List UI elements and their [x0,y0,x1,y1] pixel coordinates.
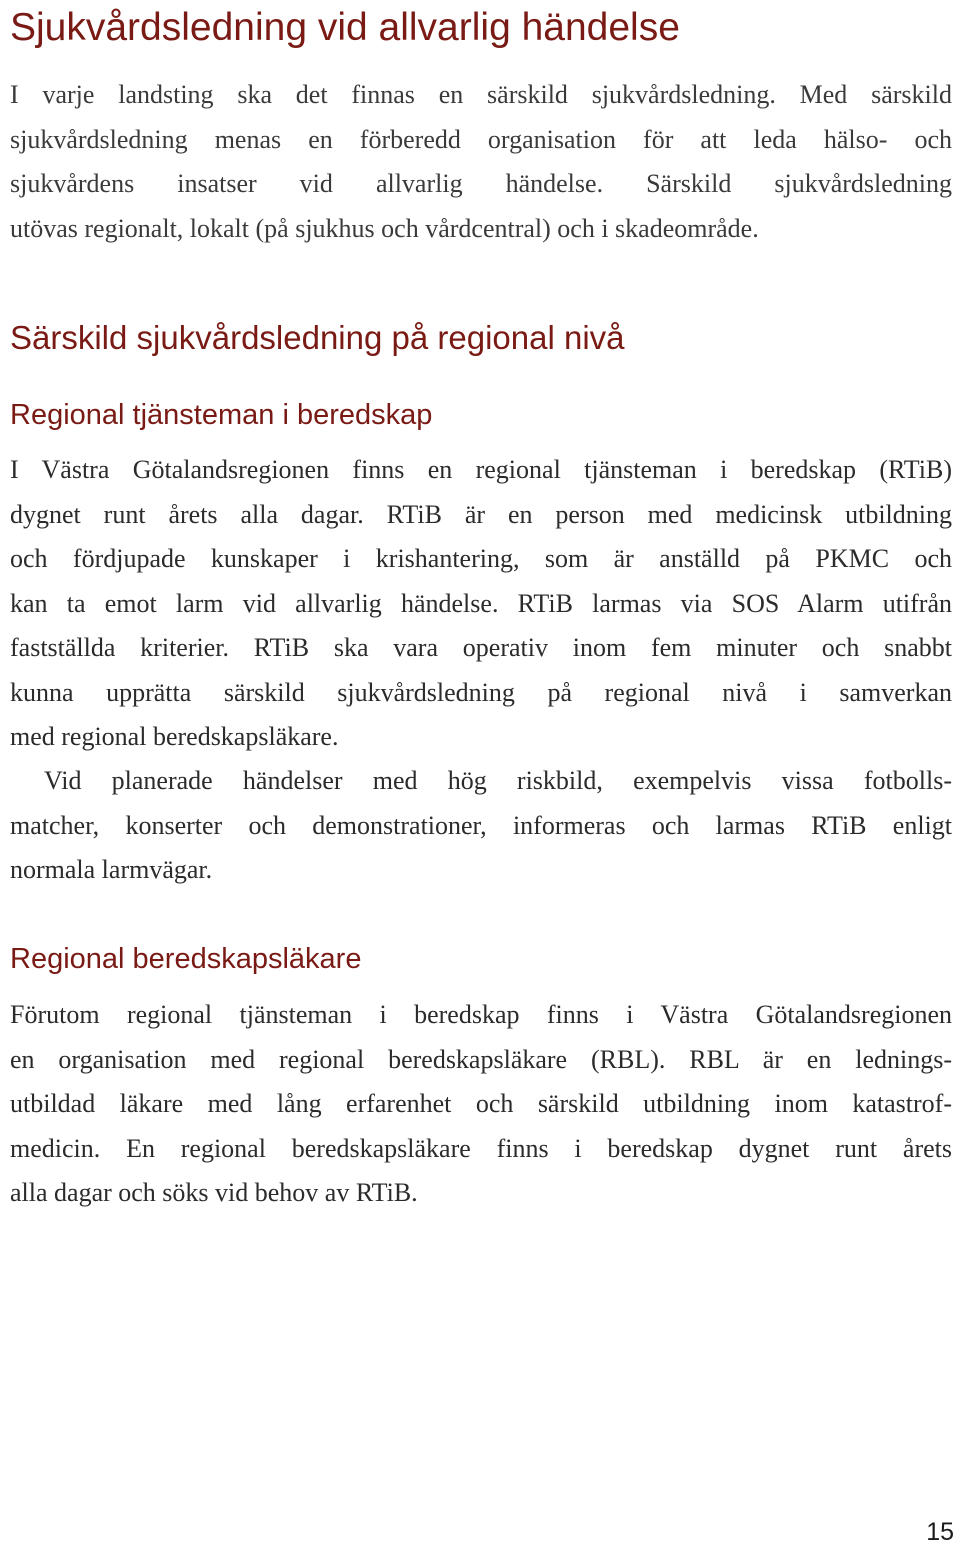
intro-line: sjukvårdsledning menas en förberedd organisation för att leda hälso- och [10,124,952,154]
rtib-line: I Västra Götalandsregionen finns en regional tjänsteman i beredskap (RTiB) [10,455,952,484]
intro-paragraph [10,73,952,251]
rbl-line: medicin. En regional beredskapsläkare finns i beredskap dygnet runt årets [10,1133,952,1163]
rbl-line: en organisation med regional beredskapsläkare (RBL). RBL är en lednings- [10,1044,952,1074]
rbl-line: alla dagar och söks vid behov av RTiB. [10,1178,418,1207]
page-number: 15 [926,1518,954,1546]
rbl-paragraph [10,993,952,1216]
rtib-line: kan ta emot larm vid allvarlig händelse. RTiB larmas via SOS Alarm utifrån [10,588,952,618]
rbl-line: utbildad läkare med lång erfarenhet och särskild utbildning inom katastrof- [10,1089,952,1118]
rtib-heading: Regional tjänsteman i beredskap [10,399,433,431]
intro-line: sjukvårdens insatser vid allvarlig händelse. Särskild sjukvårdsledning [10,169,952,198]
rtib-line: matcher, konserter och demonstrationer, informeras och larmas RTiB enligt [10,810,952,840]
rbl-heading: Regional beredskapsläkare [10,943,362,975]
rtib-line: normala larmvägar. [10,855,213,884]
rtib-paragraph-1 [10,448,952,760]
section-heading: Särskild sjukvårdsledning på regional nivå [10,319,625,356]
intro-line: I varje landsting ska det finnas en särskild sjukvårdsledning. Med särskild [10,80,952,109]
page-title: Sjukvårdsledning vid allvarlig händelse [10,6,680,49]
rtib-line: kunna upprätta särskild sjukvårdsledning på regional nivå i samverkan [10,677,952,707]
rtib-line: och fördjupade kunskaper i krishantering, som är anställd på PKMC och [10,544,952,573]
rtib-line: dygnet runt årets alla dagar. RTiB är en person med medicinsk utbildning [10,499,952,529]
rtib-line: med regional beredskapsläkare. [10,722,339,751]
rtib-line: fastställda kriterier. RTiB ska vara operativ inom fem minuter och snabbt [10,633,952,662]
intro-line: utövas regionalt, lokalt (på sjukhus och vårdcentral) och i skadeområde. [10,213,759,243]
rtib-paragraph-2 [10,759,952,893]
rbl-line: Förutom regional tjänsteman i beredskap finns i Västra Götalandsregionen [10,1000,952,1029]
rtib-line: Vid planerade händelser med hög riskbild, exempelvis vissa fotbolls- [44,766,952,795]
